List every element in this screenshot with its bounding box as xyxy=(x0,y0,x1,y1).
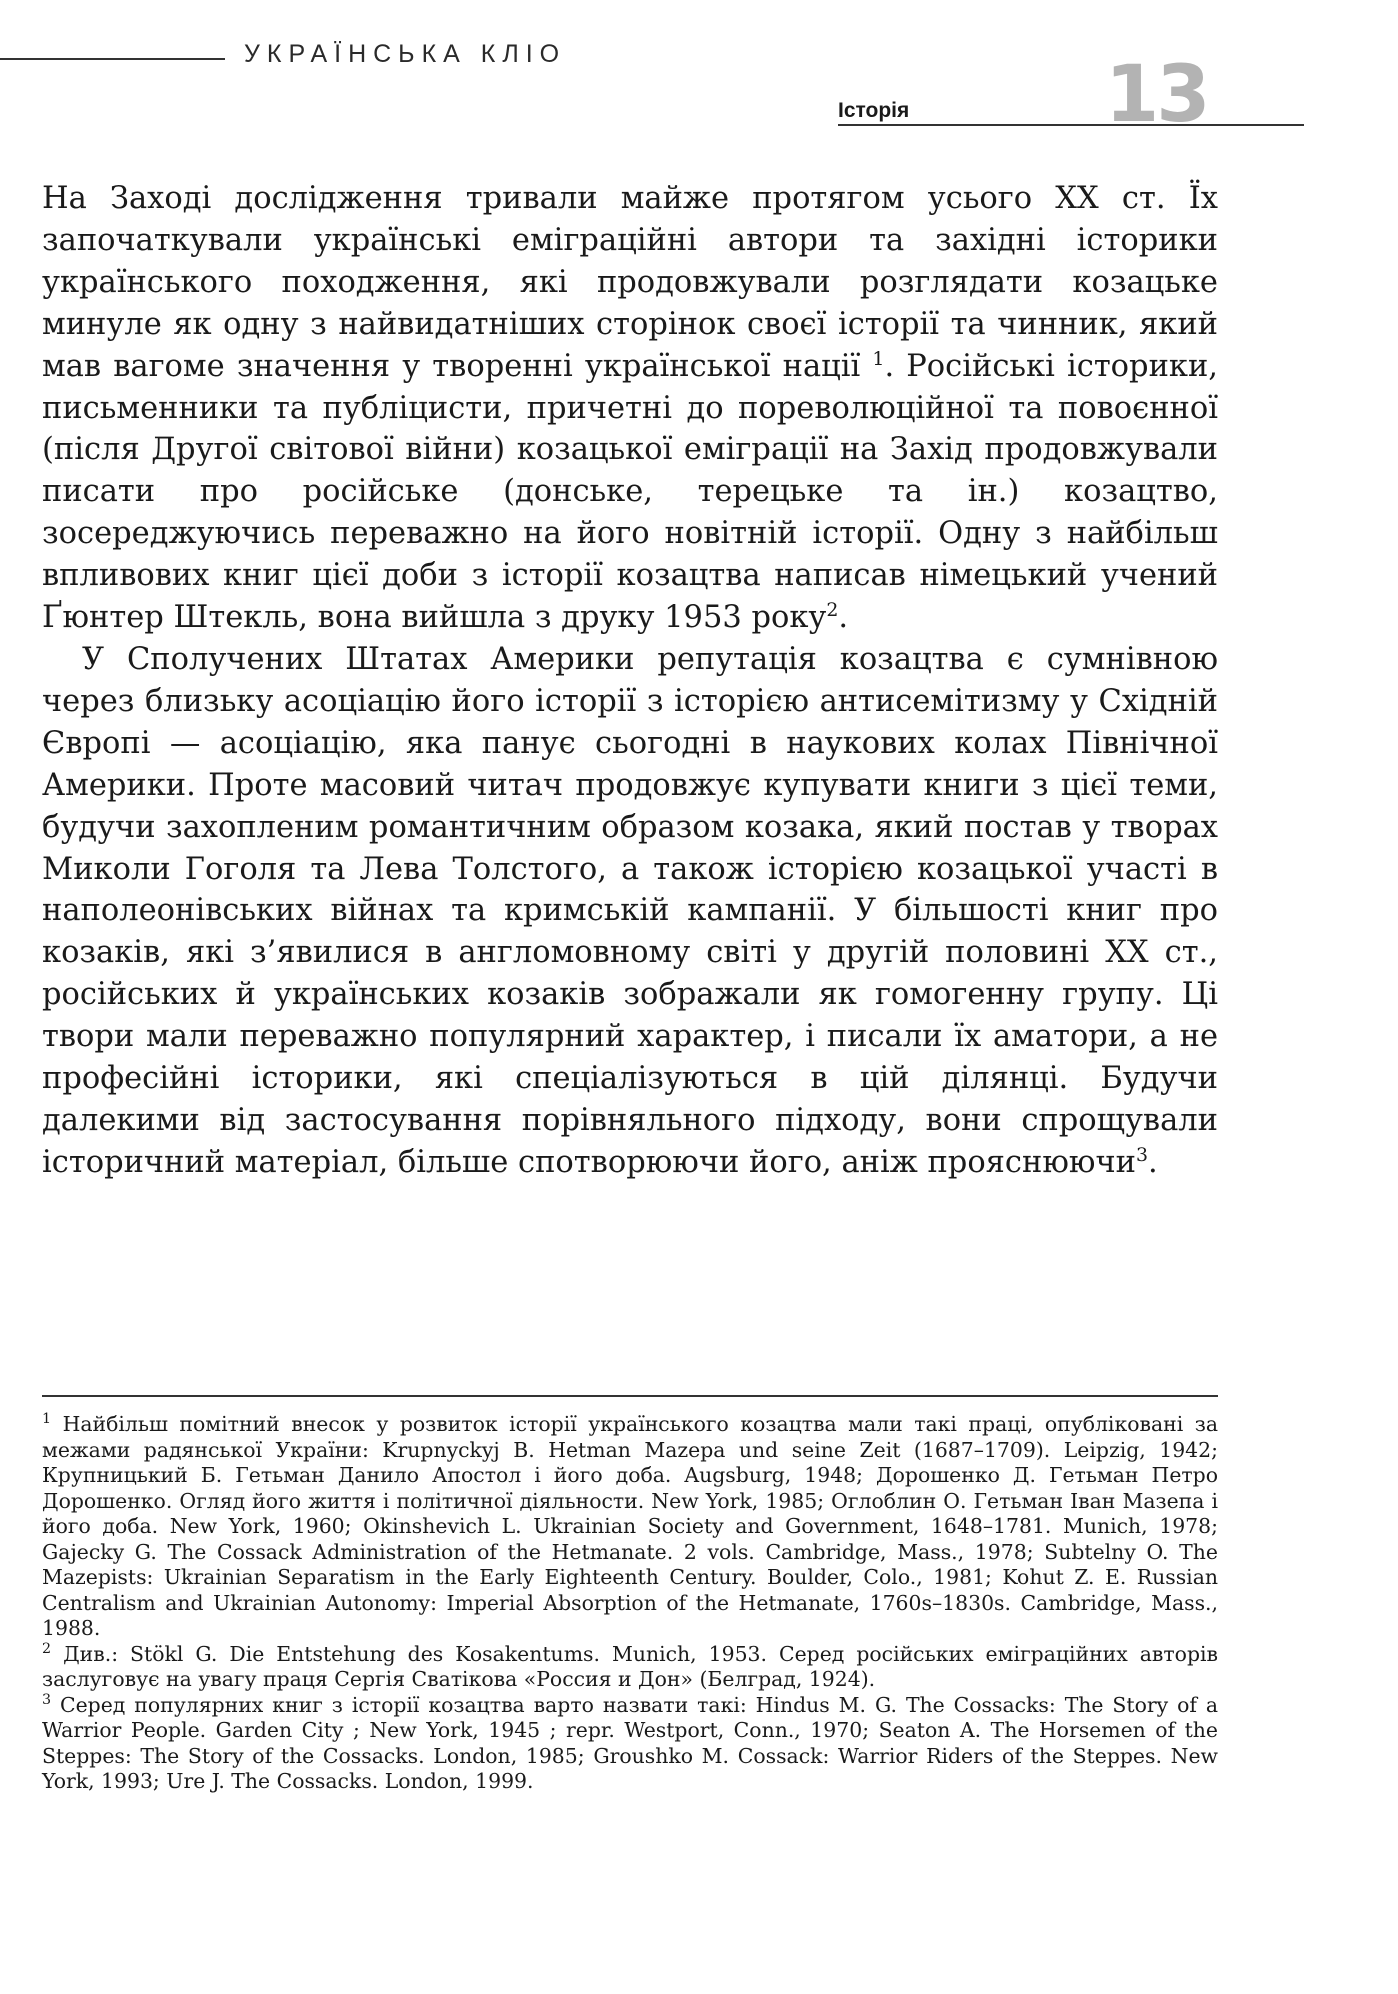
page-number: 13 xyxy=(1105,50,1208,140)
footnote-mark: 2 xyxy=(42,1640,52,1657)
footnote-ref-2[interactable]: 2 xyxy=(826,598,839,621)
footnote-ref-1[interactable]: 1 xyxy=(872,347,885,370)
header-rule xyxy=(0,58,225,60)
paragraph: На Заході дослідження тривали майже протягом усього XX ст. Їх започаткували українські еміграційні автори та західні історики українського походження, які продовжували розглядати козацьке минуле як одну з найвидатніших сторінок своєї історії та чинник, який мав вагоме значення у творенні української нації $^1$. Російські історики, письменники та публіцисти, причетні до пореволюційної та повоєнної (після Другої світової війни) козацької еміграції на Захід продовжували писати про російське (донське, терецьке та ін.) козацтво, зосереджуючись переважно на його новітній історії. Одну з найбільш впливових книг цієї доби з історії козацтва написав німецький учений Ґюнтер Штекль, вона вийшла з друку 1953 року$^2$. xyxy=(42,181,1218,636)
footnote-mark: 1 xyxy=(42,1411,52,1428)
footnote-mark: 3 xyxy=(42,1691,52,1708)
footnote-item xyxy=(42,1693,1218,1795)
section-label: Історія xyxy=(838,99,910,122)
main-text xyxy=(42,178,1218,1184)
footnote-item xyxy=(42,1412,1218,1642)
footnote-text: Найбільш помітний внесок у розвиток історії українського козацтва мали такі праці, опубліковані за межами радянської України: Krupnyckyj B. Hetman Mazepa und seine Zeit (1687–1709). Leipzig, 1942; Крупницький Б. Гетьман Данило Апостол і його доба. Augsburg, 1948; Дорошенко Д. Гетьман Петро Дорошенко. Огляд його життя і політичної діяльности. New York, 1985; Оглоблин О. Гетьман Іван Мазепа і його доба. New York, 1960; Okinshevich L. Ukrainian Society and Government, 1648–1781. Munich, 1978; Gajecky G. The Cossack Administration of the Hetmanate. 2 vols. Cambridge, Mass., 1978; Subtelny O. The Mazepists: Ukrainian Separatism in the Early Eighteenth Century. Boulder, Colo., 1981; Kohut Z. E. Russian Centralism and Ukrainian Autonomy: Imperial Absorption of the Hetmanate, 1760s–1830s. Cambridge, Mass., 1988. xyxy=(42,1412,1219,1640)
footnotes xyxy=(42,1412,1218,1795)
section-rule xyxy=(838,124,1304,126)
footnote-text: Серед популярних книг з історії козацтва варто назвати такі: Hindus M. G. The Cossacks: The Story of a Warrior People. Garden City ; New York, 1945 ; repr. Westport, Conn., 1970; Seaton A. The Horsemen of the Steppes: The Story of the Cossacks. London, 1985; Groushko M. Cossack: Warrior Riders of the Steppes. New York, 1993; Ure J. The Cossacks. London, 1999. xyxy=(42,1692,1218,1793)
footnote-item xyxy=(42,1642,1218,1693)
paragraph: У Сполучених Штатах Америки репутація козацтва є сумнівною через близьку асоціацію його історії з історією антисемітизму у Східній Європі — асоціацію, яка панує сьогодні в наукових колах Північної Америки. Проте масовий читач продовжує купувати книги з цієї теми, будучи захопленим романтичним образом козака, який постав у творах Миколи Гоголя та Лева Толстого, а також історією козацької участі в наполеонівських війнах та кримській кампанії. У більшості книг про козаків, які з’явилися в англомовному світі у другій половині XX ст., російських й українських козаків зображали як гомогенну групу. Ці твори мали переважно популярний характер, і писали їх аматори, а не професійні історики, які спеціалізуються в цій ділянці. Будучи далекими від застосування порівняльного підходу, вони спрощували історичний матеріал, більше спотворюючи його, аніж прояснюючи$^3$. xyxy=(42,641,1218,1180)
footnote-ref-3[interactable]: 3 xyxy=(1135,1143,1148,1166)
footnote-separator xyxy=(42,1395,1218,1397)
running-head: УКРАЇНСЬКА КЛІО xyxy=(244,40,567,68)
footnote-text: Див.: Stökl G. Die Entstehung des Kosakentums. Munich, 1953. Серед російських еміграційних авторів заслуговує на увагу праця Сергія Сватікова «Россия и Дон» (Белград, 1924). xyxy=(42,1641,1218,1691)
